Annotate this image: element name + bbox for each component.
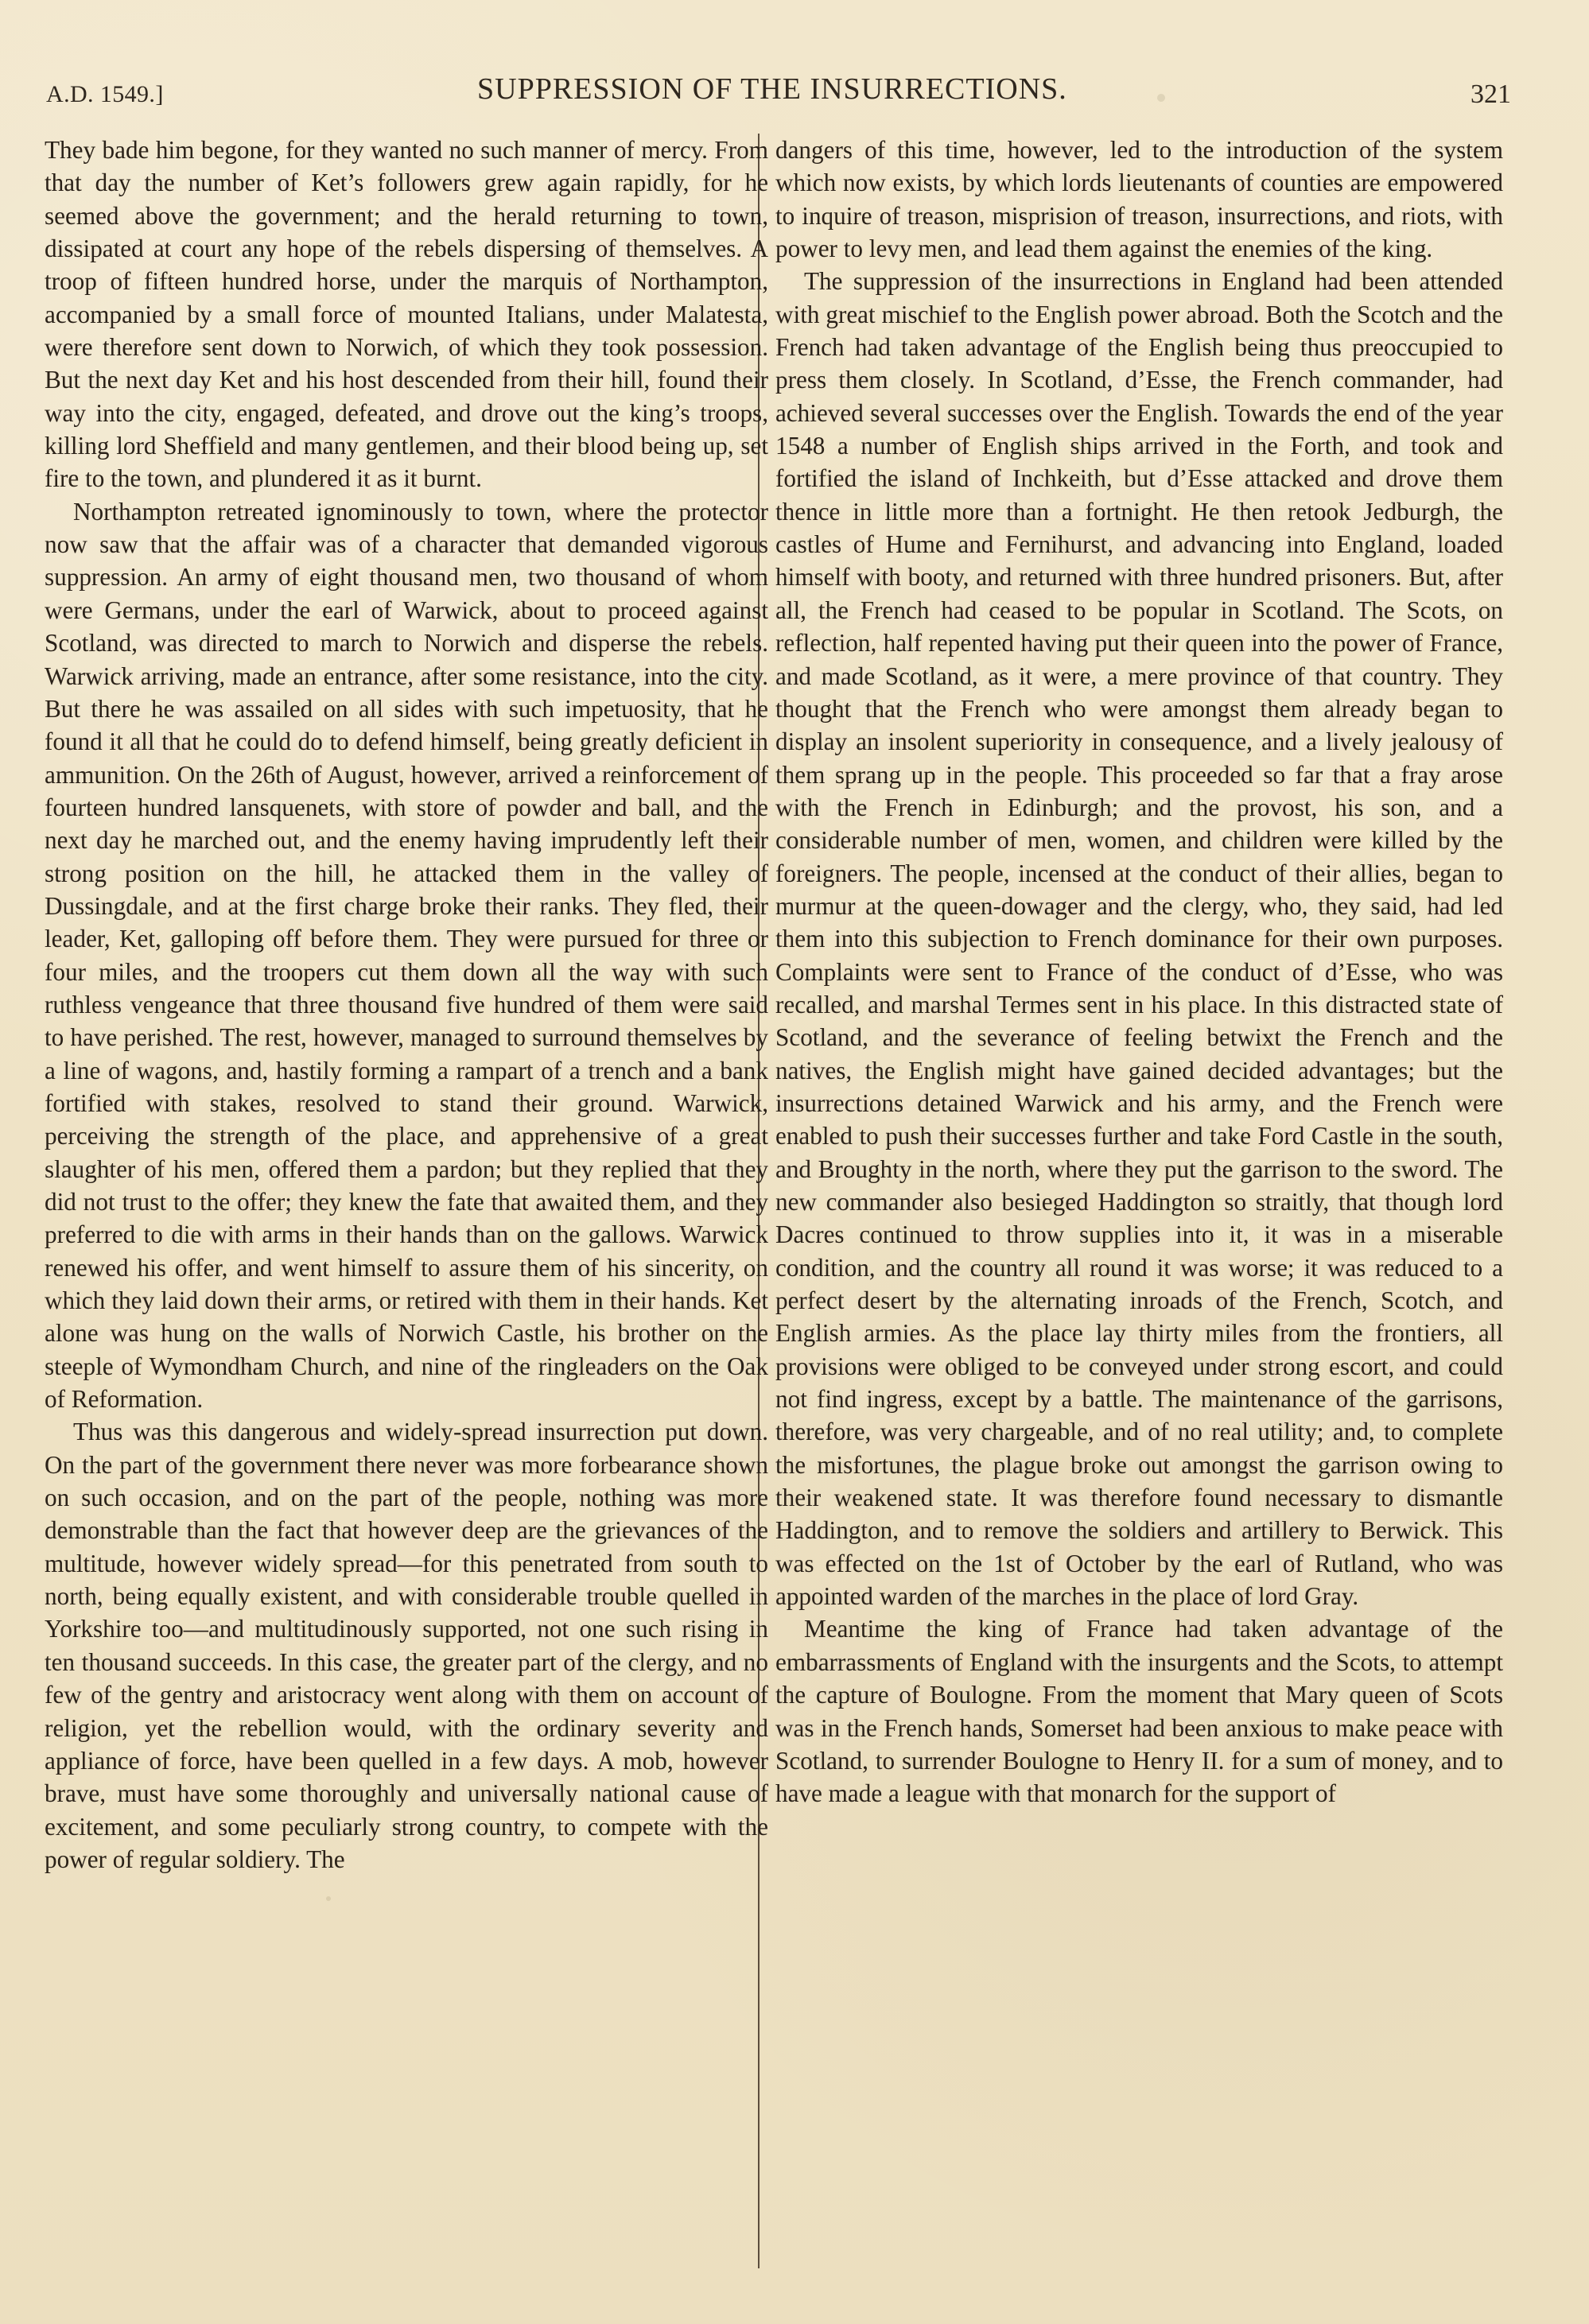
left-column bbox=[45, 134, 768, 1876]
running-title: SUPPRESSION OF THE INSURRECTIONS. bbox=[477, 72, 1067, 106]
header-date: A.D. 1549.] bbox=[46, 81, 164, 107]
left-paragraph-3: Thus was this dangerous and widely-spread insurrection put down. On the part of the government there never was more forbearance shown on such occasion, and on the part of the people, nothing was more demonstrable than the fact that however deep are the grievances of the multitude, however widely spread—for this penetrated from south to north, being equally existent, and with considerable trouble quelled in Yorkshire too—and multitudinously supported, not one such rising in ten thousand succeeds. In this case, the greater part of the clergy, and no few of the gentry and aristocracy went along with them on account of religion, yet the rebellion would, with the ordinary severity and appliance of force, have been quelled in a few days. A mob, however brave, must have some thoroughly and universally national cause of excitement, and some peculiarly strong country, to compete with the power of regular soldiery. The bbox=[45, 1418, 768, 1873]
right-paragraph-2: The suppression of the insurrections in England had been attended with great mischief to the English power abroad. Both the Scotch and the French had taken advantage of the English being thus preoccupied to press them closely. In Scotland, d’Esse, the French commander, had achieved several successes over the English. Towards the end of the year 1548 a number of English ships arrived in the Forth, and took and fortified the island of Inchkeith, but d’Esse attacked and drove them thence in little more than a fortnight. He then retook Jedburgh, the castles of Hume and Fernihurst, and advancing into England, loaded himself with booty, and returned with three hundred prisoners. But, after all, the French had ceased to be popular in Scotland. The Scots, on reflection, half repented having put their queen into the power of France, and made Scotland, as it were, a mere province of that country. They thought that the French who were amongst them already began to display an insolent superiority in consequence, and a lively jealousy of them sprang up in the people. This proceeded so far that a fray arose with the French in Edinburgh; and the provost, his son, and a considerable number of men, women, and children were killed by the foreigners. The people, incensed at the conduct of their allies, began to murmur at the queen-dowager and the clergy, who, they said, had led them into this subjection to French dominance for their own purposes. Complaints were sent to France of the conduct of d’Esse, who was recalled, and marshal Termes sent in his place. In this distracted state of Scotland, and the severance of feeling betwixt the French and the natives, the English might have gained decided advantages; but the insurrections detained Warwick and his army, and the French were enabled to push their successes further and take Ford Castle in the south, and Broughty in the north, where they put the garrison to the sword. The new commander also besieged Haddington so straitly, that though lord Dacres continued to throw supplies into it, it was in a miserable condition, and the country all round it was worse; it was reduced to a perfect desert by the alternating inroads of the French, Scotch, and English armies. As the place lay thirty miles from the frontiers, all provisions were obliged to be conveyed under strong escort, and could not find ingress, except by a battle. The maintenance of the garrisons, therefore, was very chargeable, and of no real utility; and, to complete the misfortunes, the plague broke out amongst the garrison owing to their weakened state. It was therefore found necessary to dismantle Haddington, and to remove the soldiers and artillery to Berwick. This was effected on the 1st of October by the earl of Rutland, who was appointed warden of the marches in the place of lord Gray. bbox=[775, 267, 1503, 1611]
page-number: 321 bbox=[1471, 80, 1511, 109]
page-header bbox=[46, 70, 1511, 114]
right-paragraph-1: dangers of this time, however, led to the introduction of the system which now exists, by which lords lieutenants of counties are empowered to inquire of treason, misprision of treason, insurrections, and riots, with power to levy men, and lead them against the enemies of the king. bbox=[775, 136, 1503, 263]
right-column bbox=[775, 134, 1503, 1810]
paper-speck bbox=[326, 1896, 331, 1901]
left-paragraph-2: Northampton retreated ignominously to town, where the protector now saw that the affair was of a character that demanded vigorous suppression. An army of eight thousand men, two thousand of whom were Germans, under the earl of Warwick, about to proceed against Scotland, was directed to march to Norwich and disperse the rebels. Warwick arriving, made an entrance, after some resistance, into the city. But there he was assailed on all sides with such impetuosity, that he found it all that he could do to defend himself, being greatly deficient in ammunition. On the 26th of August, however, arrived a reinforcement of fourteen hundred lansquenets, with store of powder and ball, and the next day he marched out, and the enemy having imprudently left their strong position on the hill, he attacked them in the valley of Dussingdale, and at the first charge broke their ranks. They fled, their leader, Ket, galloping off before them. They were pursued for three or four miles, and the troopers cut them down all the way with such ruthless vengeance that three thousand five hundred of them were said to have perished. The rest, however, managed to surround themselves by a line of wagons, and, hastily forming a rampart of a trench and a bank fortified with stakes, resolved to stand their ground. Warwick, perceiving the strength of the place, and apprehensive of a great slaughter of his men, offered them a pardon; but they replied that they did not trust to the offer; they knew the fate that awaited them, and they preferred to die with arms in their hands than on the gallows. Warwick renewed his offer, and went himself to assure them of his sincerity, on which they laid down their arms, or retired with them in their hands. Ket alone was hung on the walls of Norwich Castle, his brother on the steeple of Wymondham Church, and nine of the ringleaders on the Oak of Reformation. bbox=[45, 497, 768, 1414]
left-paragraph-1: They bade him begone, for they wanted no such manner of mercy. From that day the number of Ket’s followers grew again rapidly, for he seemed above the government; and the herald returning to town, dissipated at court any hope of the rebels dispersing of themselves. A troop of fifteen hundred horse, under the marquis of Northampton, accompanied by a small force of mounted Italians, under Malatesta, were therefore sent down to Norwich, of which they took possession. But the next day Ket and his host descended from their hill, found their way into the city, engaged, defeated, and drove out the king’s troops, killing lord Sheffield and many gentlemen, and their blood being up, set fire to the town, and plundered it as it burnt. bbox=[45, 136, 768, 493]
right-paragraph-3: Meantime the king of France had taken advantage of the embarrassments of England with the insurgents and the Scots, to attempt the capture of Boulogne. From the moment that Mary queen of Scots was in the French hands, Somerset had been anxious to make peace with Scotland, to surrender Boulogne to Henry II. for a sum of money, and to have made a league with that monarch for the support of bbox=[775, 1615, 1503, 1808]
